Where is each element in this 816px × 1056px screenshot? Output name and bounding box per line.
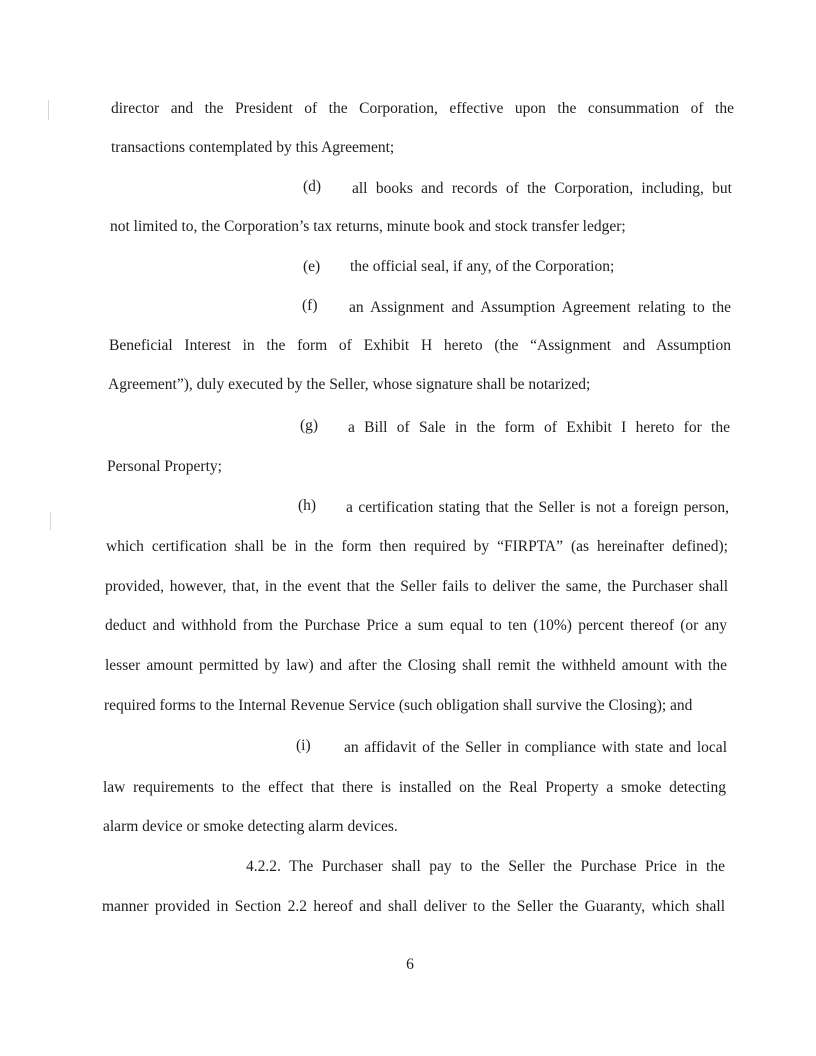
section-4-2-2-text: 4.2.2. The Purchaser shall pay to the Seller the Purchase Price in the	[246, 858, 725, 875]
scan-margin-mark-middle	[50, 512, 51, 530]
scan-margin-mark-top	[48, 100, 49, 120]
text-line: an Assignment and Assumption Agreement relating to the	[349, 299, 731, 316]
text-line: a Bill of Sale in the form of Exhibit I hereto for the	[348, 419, 730, 436]
text-line: Beneficial Interest in the form of Exhibit H hereto (the “Assignment and Assumption	[109, 337, 731, 354]
text-line: law requirements to the effect that there is installed on the Real Property a smoke detecting	[103, 779, 726, 796]
text-line: director and the President of the Corporation, effective upon the consummation of the	[111, 100, 734, 117]
text-line: Agreement”), duly executed by the Seller, whose signature shall be notarized;	[108, 376, 591, 393]
text-line: lesser amount permitted by law) and after the Closing shall remit the withheld amount with the	[105, 657, 727, 674]
text-line: the official seal, if any, of the Corporation;	[350, 258, 615, 275]
text-line: alarm device or smoke detecting alarm devices.	[103, 818, 398, 835]
text-line: an affidavit of the Seller in compliance with state and local	[344, 739, 727, 756]
text-line: Personal Property;	[107, 458, 222, 475]
text-line: not limited to, the Corporation’s tax returns, minute book and stock transfer ledger;	[110, 218, 626, 235]
text-line: transactions contemplated by this Agreement;	[111, 139, 395, 156]
text-line: a certification stating that the Seller is not a foreign person,	[346, 499, 729, 516]
item-label-g: (g)	[300, 417, 319, 434]
text-line: deduct and withhold from the Purchase Price a sum equal to ten (10%) percent thereof (or any	[105, 617, 727, 634]
text-line: provided, however, that, in the event that the Seller fails to deliver the same, the Purchaser shall	[105, 578, 728, 595]
item-label-h: (h)	[298, 497, 317, 514]
text-line: manner provided in Section 2.2 hereof and shall deliver to the Seller the Guaranty, which shall	[102, 898, 725, 915]
item-label-d: (d)	[303, 178, 322, 195]
text-line: all books and records of the Corporation, including, but	[352, 180, 732, 197]
item-label-i: (i)	[296, 737, 311, 754]
text-line: which certification shall be in the form then required by “FIRPTA” (as hereinafter defined);	[106, 538, 728, 555]
text-line: required forms to the Internal Revenue Service (such obligation shall survive the Closing); and	[104, 697, 693, 714]
page-number: 6	[406, 956, 414, 973]
item-label-f: (f)	[302, 297, 318, 314]
item-label-e: (e)	[303, 258, 321, 275]
